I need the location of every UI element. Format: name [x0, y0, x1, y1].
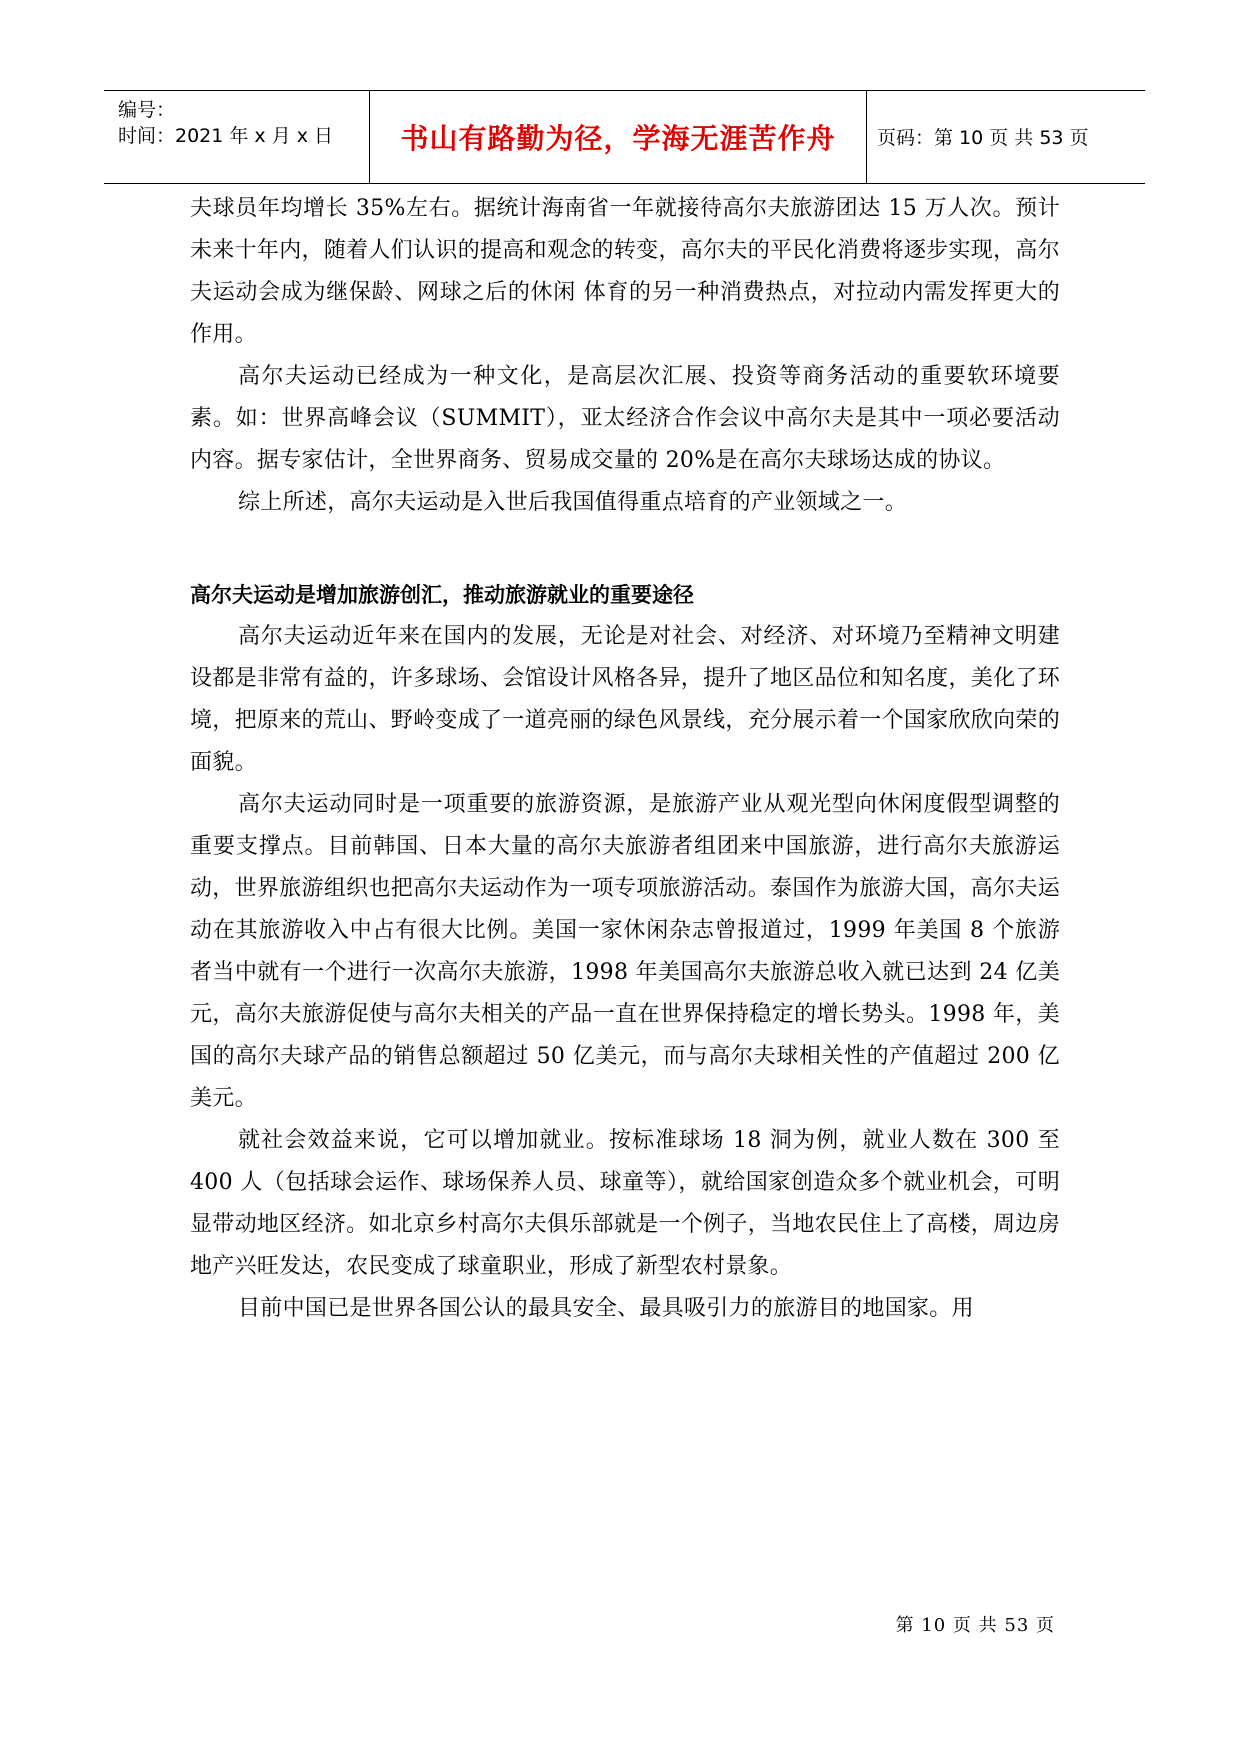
paragraph-3: 综上所述，高尔夫运动是入世后我国值得重点培育的产业领域之一。	[238, 490, 908, 515]
header-motto: 书山有路勤为径，学海无涯苦作舟	[400, 122, 836, 155]
paragraph-7: 目前中国已是世界各国公认的最具安全、最具吸引力的旅游目的地国家。用	[238, 1296, 974, 1321]
header-page-info: 页码：第 10 页 共 53 页	[877, 127, 1089, 149]
paragraph-1: 夫球员年均增长 35%左右。据统计海南省一年就接待高尔夫旅游团达 15 万人次。预计未来十年内，随着人们认识的提高和观念的转变，高尔夫的平民化消费将逐步实现，高尔夫运动会成为继保龄、网球之后的休闲 体育的另一种消费热点，对拉动内需发挥更大的作用。	[190, 196, 1060, 347]
section-gap	[190, 524, 1060, 574]
document-code-label: 编号：	[118, 99, 176, 121]
paragraph-2: 高尔夫运动已经成为一种文化，是高层次汇展、投资等商务活动的重要软环境要素。如：世界高峰会议（SUMMIT），亚太经济合作会议中高尔夫是其中一项必要活动内容。据专家估计，全世界商务、贸易成交量的 20%是在高尔夫球场达成的协议。	[190, 364, 1060, 473]
paragraph-4: 高尔夫运动近年来在国内的发展，无论是对社会、对经济、对环境乃至精神文明建设都是非常有益的，许多球场、会馆设计风格各异，提升了地区品位和知名度，美化了环境，把原来的荒山、野岭变成了一道亮丽的绿色风景线，充分展示着一个国家欣欣向荣的面貌。	[190, 624, 1060, 775]
document-body	[190, 188, 1060, 1330]
page-footer: 第 10 页 共 53 页	[895, 1615, 1055, 1636]
paragraph-6: 就社会效益来说，它可以增加就业。按标准球场 18 洞为例，就业人数在 300 至 400 人（包括球会运作、球场保养人员、球童等），就给国家创造众多个就业机会，可明显带动地区经济。如北京乡村高尔夫俱乐部就是一个例子，当地农民住上了高楼，周边房地产兴旺发达，农民变成了球童职业，形成了新型农村景象。	[190, 1128, 1060, 1279]
header-left-cell	[104, 91, 369, 183]
header-right-cell	[867, 91, 1145, 183]
paragraph-5: 高尔夫运动同时是一项重要的旅游资源，是旅游产业从观光型向休闲度假型调整的重要支撑点。目前韩国、日本大量的高尔夫旅游者组团来中国旅游，进行高尔夫旅游运动，世界旅游组织也把高尔夫运动作为一项专项旅游活动。泰国作为旅游大国，高尔夫运动在其旅游收入中占有很大比例。美国一家休闲杂志曾报道过，1999 年美国 8 个旅游者当中就有一个进行一次高尔夫旅游，1998 年美国高尔夫旅游总收入就已达到 24 亿美元，高尔夫旅游促使与高尔夫相关的产品一直在世界保持稳定的增长势头。1998 年，美国的高尔夫球产品的销售总额超过 50 亿美元，而与高尔夫球相关性的产值超过 200 亿美元。	[190, 792, 1060, 1111]
document-date: 时间：2021 年 x 月 x 日	[118, 125, 334, 147]
section-heading: 高尔夫运动是增加旅游创汇，推动旅游就业的重要途径	[190, 583, 694, 607]
header-middle-cell	[369, 91, 867, 183]
page-header	[104, 90, 1145, 184]
